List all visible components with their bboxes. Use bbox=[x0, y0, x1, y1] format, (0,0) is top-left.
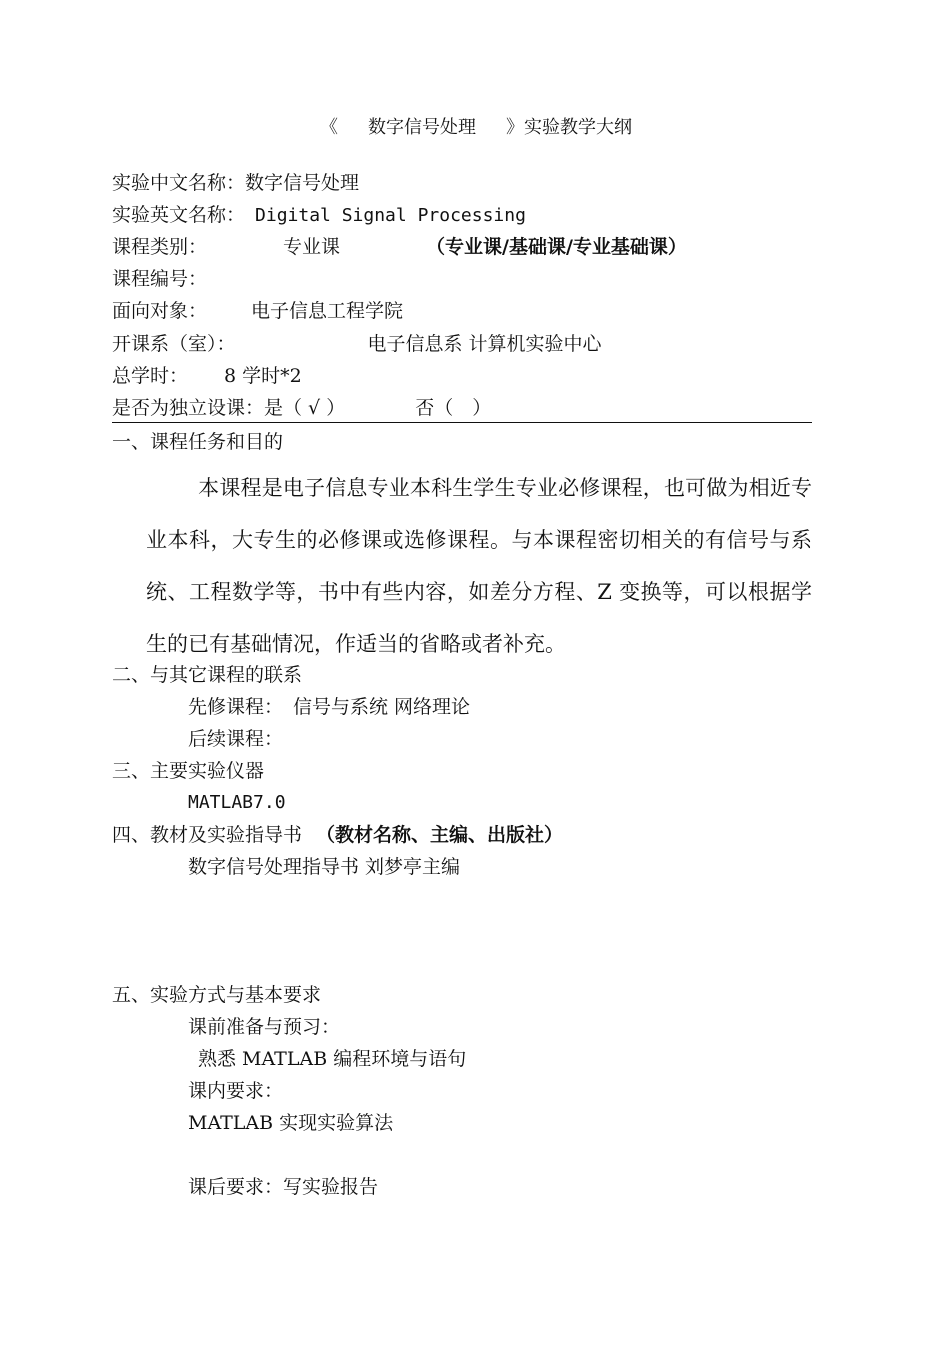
section-4-title: 四、教材及实验指导书 bbox=[112, 824, 303, 846]
en-name-line bbox=[112, 202, 526, 229]
textbook-item: 数字信号处理指导书 刘梦亭主编 bbox=[188, 856, 461, 878]
prerequisite-line bbox=[188, 694, 470, 720]
section-2-heading: 二、与其它课程的联系 bbox=[112, 664, 303, 686]
follow-up-line bbox=[188, 726, 283, 752]
instrument-item: MATLAB7.0 bbox=[188, 792, 286, 813]
cn-name-label: 实验中文名称： bbox=[112, 172, 246, 194]
section-5-heading: 五、实验方式与基本要求 bbox=[112, 984, 322, 1006]
category-hint: （专业课/基础课/专业基础课） bbox=[426, 236, 687, 258]
section-1-body bbox=[146, 462, 812, 670]
independent-no: 否（ ） bbox=[415, 397, 492, 419]
header-divider bbox=[112, 422, 812, 423]
section-3-heading: 三、主要实验仪器 bbox=[112, 760, 265, 782]
cn-name-line bbox=[112, 170, 359, 196]
after-class-line: 课后要求：写实验报告 bbox=[188, 1176, 379, 1198]
en-name-value: Digital Signal Processing bbox=[255, 205, 526, 226]
follow-up-label: 后续课程： bbox=[188, 728, 284, 750]
audience-value: 电子信息工程学院 bbox=[251, 300, 404, 322]
department-line bbox=[112, 331, 602, 357]
prerequisite-label: 先修课程： bbox=[188, 696, 284, 718]
hours-value: 8 学时*2 bbox=[224, 365, 302, 387]
code-line bbox=[112, 266, 207, 292]
independent-label: 是否为独立设课： bbox=[112, 397, 265, 419]
preparation-value: 熟悉 MATLAB 编程环境与语句 bbox=[198, 1048, 467, 1070]
section-1-heading: 一、课程任务和目的 bbox=[112, 431, 284, 453]
audience-line bbox=[112, 298, 403, 324]
category-label: 课程类别： bbox=[112, 236, 208, 258]
title-course-name: 数字信号处理 bbox=[368, 117, 476, 138]
category-line bbox=[112, 234, 687, 260]
department-value: 电子信息系 计算机实验中心 bbox=[367, 333, 602, 355]
audience-label: 面向对象： bbox=[112, 300, 208, 322]
category-value: 专业课 bbox=[283, 236, 341, 258]
independent-line bbox=[112, 395, 491, 421]
hours-line bbox=[112, 363, 302, 389]
section-4-hint: （教材名称、主编、出版社） bbox=[316, 824, 564, 846]
title-open-bracket: 《 bbox=[320, 117, 338, 138]
preparation-label: 课前准备与预习： bbox=[188, 1016, 341, 1038]
title-suffix: 》实验教学大纲 bbox=[506, 117, 632, 138]
prerequisite-value: 信号与系统 网络理论 bbox=[293, 696, 471, 718]
in-class-value: MATLAB 实现实验算法 bbox=[188, 1112, 394, 1134]
code-label: 课程编号： bbox=[112, 268, 208, 290]
in-class-label: 课内要求： bbox=[188, 1080, 284, 1102]
hours-label: 总学时： bbox=[112, 365, 189, 387]
section-1-text: 本课程是电子信息专业本科生学生专业必修课程，也可做为相近专业本科，大专生的必修课或选修课程。与本课程密切相关的有信号与系统、工程数学等，书中有些内容，如差分方程、Z 变换等，可以根据学生的已有基础情况，作适当的省略或者补充。 bbox=[146, 476, 812, 656]
document-title bbox=[0, 115, 952, 141]
cn-name-value: 数字信号处理 bbox=[245, 172, 360, 194]
en-name-label: 实验英文名称： bbox=[112, 204, 246, 226]
independent-yes: 是（ √ ） bbox=[264, 397, 346, 419]
department-label: 开课系（室）： bbox=[112, 333, 236, 355]
section-4-heading bbox=[112, 822, 563, 848]
